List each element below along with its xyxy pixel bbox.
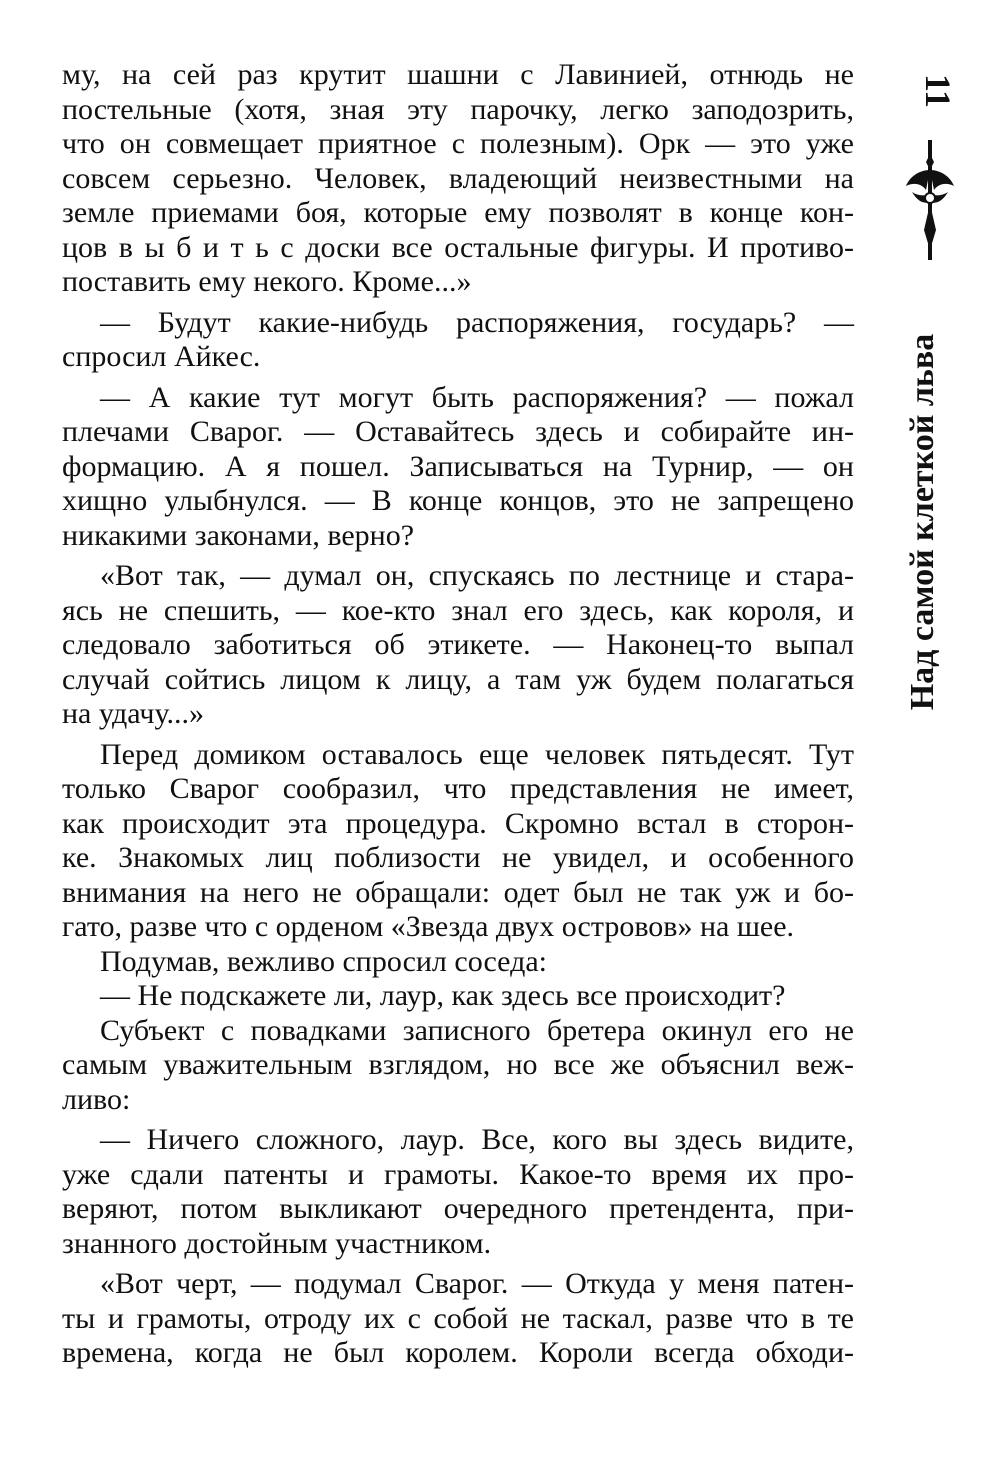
body-text bbox=[62, 58, 854, 1371]
text-line: ке. Знакомых лиц поблизости не увидел, и особенного bbox=[62, 841, 854, 874]
text-line: веряют, потом выкликают очередного претендента, при- bbox=[62, 1192, 854, 1225]
text-line: следовало заботиться об этикете. — Наконец-то выпал bbox=[62, 628, 854, 661]
text-line: совсем серьезно. Человек, владеющий неизвестными на bbox=[62, 161, 854, 195]
text-line: ясь не спешить, — кое-кто знал его здесь, как короля, и bbox=[62, 593, 854, 627]
text-line: — А какие тут могут быть распоряжения? — пожал bbox=[100, 380, 854, 414]
text-line: гато, разве что с орденом «Звезда двух островов» на шее. bbox=[62, 910, 795, 943]
text-line: — Ничего сложного, лаур. Все, кого вы здесь видите, bbox=[100, 1123, 854, 1156]
text-line: времена, когда не был королем. Короли всегда обходи- bbox=[62, 1336, 854, 1369]
running-header bbox=[880, 40, 980, 720]
text-line: Субъект с повадками записного бретера окинул его не bbox=[100, 1013, 854, 1047]
text-line: — Не подскажете ли, лаур, как здесь все происходит? bbox=[100, 979, 786, 1012]
text-line: на удачу...» bbox=[62, 697, 204, 730]
page-number: 11 bbox=[918, 73, 958, 108]
text-line: уже сдали патенты и грамоты. Какое-то время их про- bbox=[62, 1157, 854, 1191]
text-line: как происходит эта процедура. Скромно встал в сторон- bbox=[62, 806, 854, 840]
text-line: плечами Сварог. — Оставайтесь здесь и собирайте ин- bbox=[62, 415, 854, 448]
text-line: земле приемами боя, которые ему позволят в конце кон- bbox=[62, 196, 854, 229]
text-line: Подумав, вежливо спросил соседа: bbox=[100, 944, 547, 978]
text-line: цов в ы б и т ь с доски все остальные фигуры. И противо- bbox=[62, 230, 854, 264]
text-line: спросил Айкес. bbox=[62, 340, 261, 373]
text-line: что он совмещает приятное с полезным). Орк — это уже bbox=[62, 127, 854, 160]
text-line: формацию. А я пошел. Записываться на Турнир, — он bbox=[62, 449, 854, 483]
text-line: Перед домиком оставалось еще человек пятьдесят. Тут bbox=[100, 737, 854, 771]
text-line: самым уважительным взглядом, но все же объяснил веж- bbox=[62, 1048, 854, 1081]
sword-ornament-icon bbox=[902, 140, 958, 260]
text-line: хищно улыбнулся. — В конце концов, это не запрещено bbox=[62, 484, 854, 517]
text-line: постельные (хотя, зная эту парочку, легко заподозрить, bbox=[62, 92, 854, 126]
text-line: — Будут какие-нибудь распоряжения, государь? — bbox=[100, 305, 854, 339]
text-line: му, на сей раз крутит шашни с Лавинией, отнюдь не bbox=[62, 58, 854, 91]
text-line: «Вот черт, — подумал Сварог. — Откуда у меня патен- bbox=[100, 1267, 854, 1300]
text-line: ливо: bbox=[62, 1082, 131, 1116]
text-line: случай сойтись лицом к лицу, а там уж будем полагаться bbox=[62, 662, 854, 696]
text-line: только Сварог сообразил, что представления не имеет, bbox=[62, 772, 854, 805]
text-line: ты и грамоты, отроду их с собой не таскал, разве что в те bbox=[62, 1301, 854, 1335]
text-line: поставить ему некого. Кроме...» bbox=[62, 265, 472, 298]
text-line: «Вот так, — думал он, спускаясь по лестнице и стара- bbox=[100, 559, 854, 592]
running-title: Над самой клеткой льва bbox=[904, 333, 941, 711]
text-line: никакими законами, верно? bbox=[62, 518, 415, 552]
text-line: внимания на него не обращали: одет был не так уж и бо- bbox=[62, 875, 854, 909]
text-line: знанного достойным участником. bbox=[62, 1226, 492, 1260]
